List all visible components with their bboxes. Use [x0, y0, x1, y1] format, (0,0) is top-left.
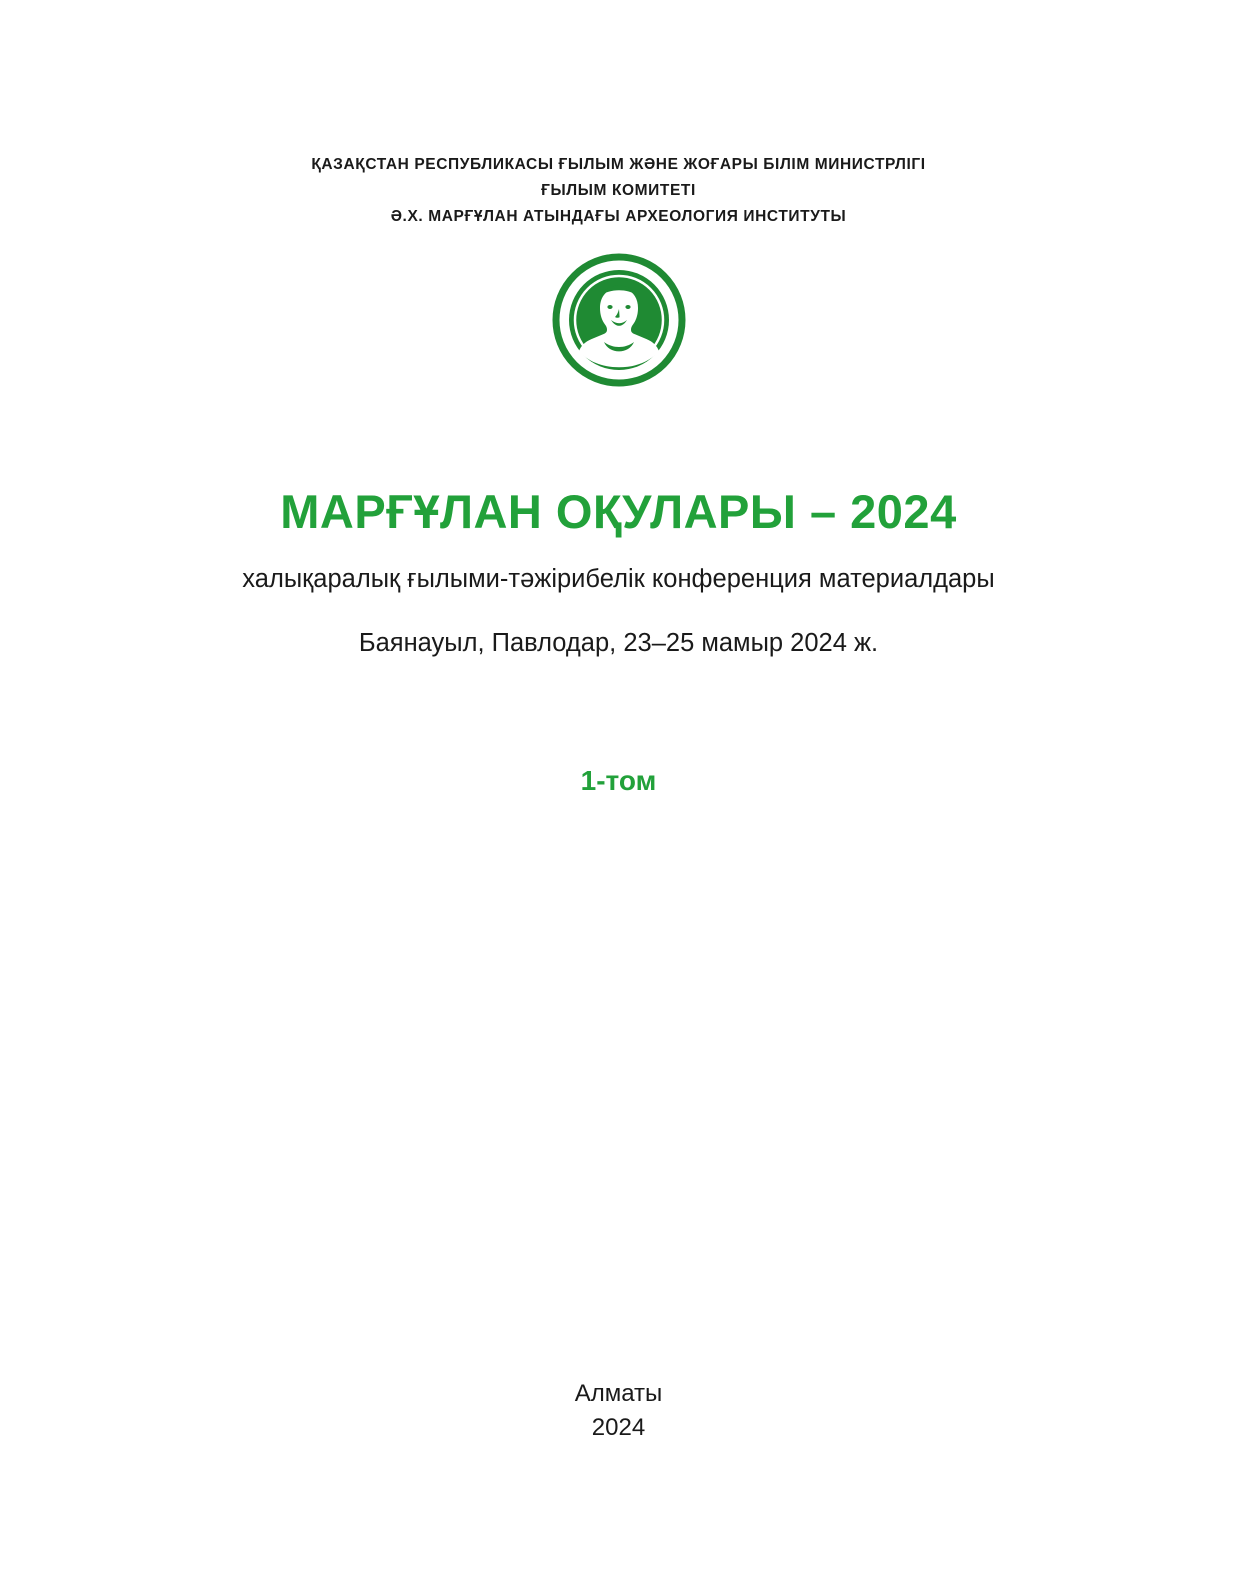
header-line-committee: ҒЫЛЫМ КОМИТЕТІ — [541, 182, 696, 199]
page-title: МАРҒҰЛАН ОҚУЛАРЫ – 2024 — [280, 485, 957, 538]
footer-year: 2024 — [591, 1414, 646, 1441]
header-line-ministry: ҚАЗАҚСТАН РЕСПУБЛИКАСЫ ҒЫЛЫМ ЖӘНЕ ЖОҒАРЫ БІЛІМ МИНИСТРЛІГІ — [311, 156, 926, 173]
volume-label: 1-том — [580, 764, 657, 796]
logo-container — [0, 252, 1237, 388]
publisher-header — [0, 0, 1237, 230]
header-line-institute: Ә.Х. МАРҒҰЛАН АТЫНДАҒЫ АРХЕОЛОГИЯ ИНСТИТУТЫ — [390, 208, 847, 225]
title-block — [0, 486, 1237, 659]
page-subtitle: халықаралық ғылыми-тәжірибелік конференция материалдары — [242, 564, 995, 593]
margulan-institute-emblem-icon — [551, 252, 687, 388]
footer-city: Алматы — [574, 1380, 663, 1407]
conference-place-date: Баянауыл, Павлодар, 23–25 мамыр 2024 ж. — [358, 629, 879, 658]
imprint-footer — [0, 1377, 1237, 1445]
